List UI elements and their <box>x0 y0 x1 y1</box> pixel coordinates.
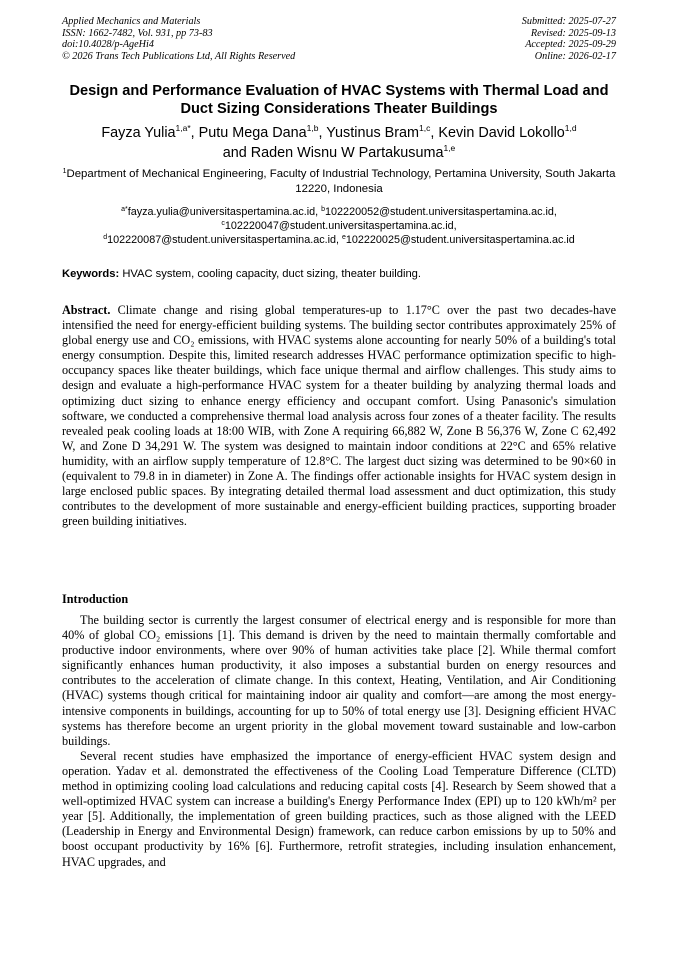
author-name: Fayza Yulia <box>101 125 176 141</box>
affiliation <box>62 167 616 196</box>
author-separator: , <box>430 125 439 141</box>
email-superscript: c <box>221 220 225 227</box>
abstract-text: Climate change and rising global temperatures-up to 1.17°C over the past two decades-have intensified the need for energy-efficient building systems. The building sector contributes approximately 25% of global energy use and CO₂ emissions, with HVAC systems alone accounting for nearly 50% of a building's total energy consumption. Despite this, limited research addresses HVAC performance optimization specific to high-occupancy spaces like theater buildings, which face unique thermal and airflow challenges. This study aims to design and evaluate a high-performance HVAC system for a theater building by analyzing thermal loads and optimizing duct sizing to enhance energy efficiency and occupant comfort. Using Panasonic's simulation software, we conducted a comprehensive thermal load analysis across four zones of a theater facility. The results revealed peak cooling loads at 18:00 WIB, with Zone A requiring 66,882 W, Zone B 56,376 W, Zone C 62,492 W, and Zone D 34,291 W. The system was designed to maintain indoor conditions at 22°C and 65% relative humidity, with an airflow supply temperature of 12.8°C. The largest duct sizing was determined to be 90×60 in (equivalent to 79.8 in in diameter) in Zone A. The findings offer actionable insights for HVAC system design in large enclosed public spaces. By integrating detailed thermal load assessment and duct optimization, this study contributes to the development of more sustainable and energy-efficient building practices, supporting broader green building initiatives. <box>62 303 616 529</box>
author-superscript: 1,d <box>564 123 577 133</box>
journal-info <box>62 16 295 62</box>
abstract <box>62 303 616 529</box>
journal-name: Applied Mechanics and Materials <box>62 16 201 27</box>
email-address[interactable]: 102220087@student.universitaspertamina.ac.id, <box>107 234 339 246</box>
section-heading-introduction: Introduction <box>62 592 129 606</box>
email-address[interactable]: 102220047@student.universitaspertamina.ac.id, <box>224 220 457 232</box>
email-superscript: b <box>321 206 326 213</box>
paragraph: The building sector is currently the largest consumer of electrical energy and is responsible for more than 40% of global CO₂ emissions [1]. This demand is driven by the need to maintain thermally comfortable and productive indoor environments, where over 90% of human activities take place [2]. While thermal comfort significantly enhances human productivity, it also imposes a substantial burden on energy resources and contributes to the acceleration of climate change. In this context, Heating, Ventilation, and Air Conditioning (HVAC) systems though critical for maintaining indoor air quality and comfort—are among the most energy-intensive components in buildings, accounting for up to 50% of total energy use [3]. Designing efficient HVAC systems has therefore become an urgent priority in the global movement toward sustainable and low-carbon buildings. <box>62 613 616 748</box>
keywords-label: Keywords: <box>62 268 120 280</box>
date-accepted: Accepted: 2025-09-29 <box>525 39 616 50</box>
author-separator: , <box>318 125 327 141</box>
affiliation-text: Department of Mechanical Engineering, Faculty of Industrial Technology, Pertamina University, South Jakarta 12220, Indonesia <box>66 168 616 195</box>
affiliation-superscript: 1 <box>62 168 67 175</box>
keywords-text: HVAC system, cooling capacity, duct sizing, theater building. <box>122 268 421 280</box>
introduction-body <box>62 613 616 870</box>
paper-title: Design and Performance Evaluation of HVAC Systems with Thermal Load and Duct Sizing Considerations Theater Buildings <box>69 83 609 117</box>
author-name: Yustinus Bram <box>326 125 420 141</box>
paragraph: Several recent studies have emphasized the importance of energy-efficient HVAC system design and operation. Yadav et al. demonstrated the effectiveness of the Cooling Load Temperature Difference (CLTD) method in optimizing cooling load calculations and reducing capital costs [4]. Research by Seem showed that a well-optimized HVAC system can increase a building's Energy Performance Index (EPI) up to 120 kWh/m² per year [5]. Additionally, the implementation of green building practices, such as those aligned with the LEED (Leadership in Energy and Environmental Design) framework, can reduce carbon emissions by up to 50% and boost occupant productivity by 16% [6]. Furthermore, retrofit strategies, including insulation enhancement, HVAC upgrades, and <box>62 748 616 869</box>
keywords <box>62 267 616 281</box>
author-name: Raden Wisnu W Partakusuma <box>250 145 444 161</box>
author-superscript: 1,a* <box>175 123 191 133</box>
date-submitted: Submitted: 2025-07-27 <box>521 16 616 27</box>
journal-doi[interactable]: doi:10.4028/p-AgeHi4 <box>62 39 154 50</box>
author-superscript: 1,b <box>306 123 319 133</box>
abstract-label: Abstract. <box>62 303 111 317</box>
journal-issn: ISSN: 1662-7482, Vol. 931, pp 73-83 <box>62 27 213 39</box>
author-superscript: 1,e <box>443 143 456 153</box>
email-superscript: a* <box>121 206 128 213</box>
author-separator: and <box>222 145 251 161</box>
email-line <box>62 205 616 219</box>
author-separator: , <box>190 125 199 141</box>
email-line <box>62 233 616 247</box>
author-superscript: 1,c <box>419 123 431 133</box>
email-superscript: e <box>342 234 346 241</box>
author-name: Kevin David Lokollo <box>438 125 565 141</box>
email-line <box>62 219 616 233</box>
email-address[interactable]: fayza.yulia@universitaspertamina.ac.id, <box>127 206 319 218</box>
email-address[interactable]: 102220052@student.universitaspertamina.ac.id, <box>325 206 557 218</box>
date-revised: Revised: 2025-09-13 <box>530 27 616 39</box>
email-address[interactable]: 102220025@student.universitaspertamina.ac.id <box>345 234 575 246</box>
author-list <box>62 123 616 163</box>
date-online: Online: 2026-02-17 <box>534 50 616 62</box>
journal-copyright: © 2026 Trans Tech Publications Ltd, All Rights Reserved <box>62 50 296 62</box>
author-name: Putu Mega Dana <box>198 125 307 141</box>
author-emails <box>62 205 616 247</box>
publication-dates <box>522 16 616 62</box>
email-superscript: d <box>103 234 108 241</box>
